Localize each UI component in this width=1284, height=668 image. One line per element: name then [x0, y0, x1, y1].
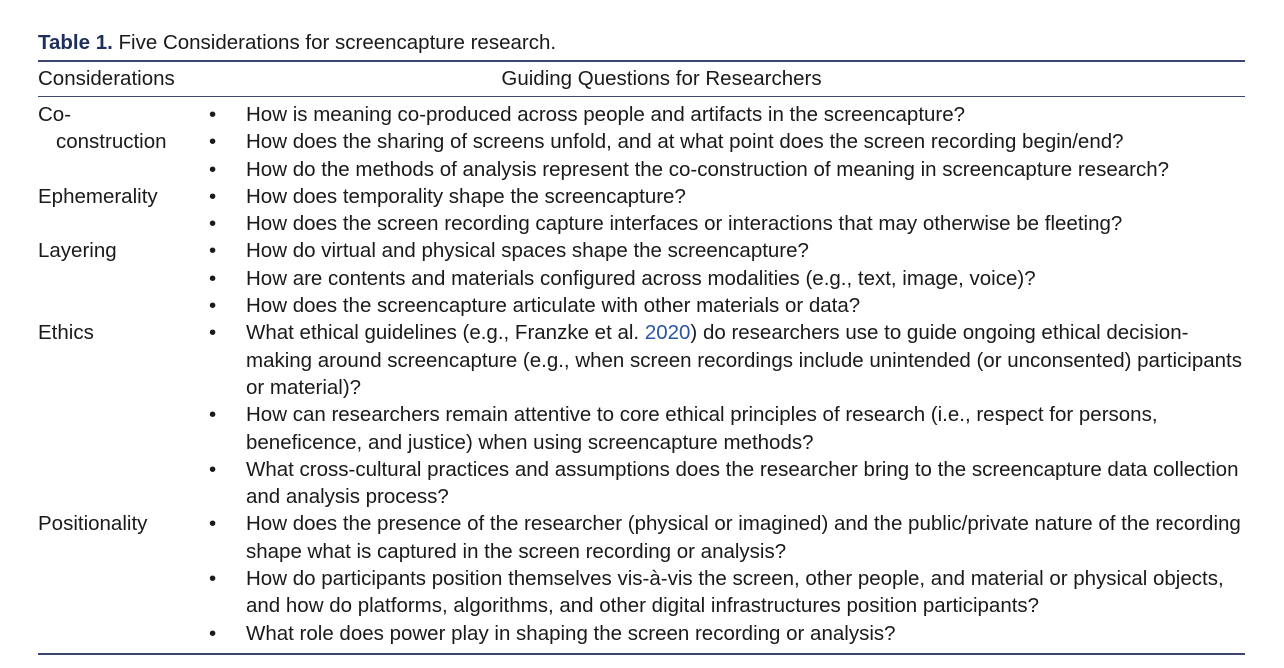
table-row	[38, 510, 1245, 646]
list-item	[208, 265, 1245, 292]
bullet-icon: •	[209, 294, 217, 318]
table-row	[38, 319, 1245, 510]
bullet-icon: •	[209, 567, 217, 591]
header-considerations: Considerations	[38, 67, 175, 90]
question-text: How do participants position themselves vis-à-vis the screen, other people, and material or physical objects, and how do platforms, algorithms, and other digital infrastructures position participants?	[246, 567, 1224, 618]
consideration-label: Ethics	[38, 321, 94, 345]
question-text: How are contents and materials configured across modalities (e.g., text, image, voice)?	[246, 266, 1036, 290]
bullet-icon: •	[209, 103, 217, 126]
consideration-cell	[38, 237, 208, 319]
consideration-label-continued: construction	[56, 130, 167, 154]
questions-cell	[208, 101, 1245, 183]
question-text: How does the sharing of screens unfold, and at what point does the screen recording begin/end?	[246, 130, 1124, 154]
bottom-rule	[38, 653, 1245, 655]
questions-cell	[208, 319, 1245, 510]
consideration-label: Co-	[38, 103, 72, 126]
consideration-cell	[38, 183, 208, 238]
list-item	[208, 565, 1245, 620]
bullet-icon: •	[209, 512, 217, 536]
header-rule	[38, 96, 1245, 97]
question-text: How does temporality shape the screencapture?	[246, 184, 686, 208]
bullet-icon: •	[209, 239, 217, 263]
consideration-cell	[38, 319, 208, 510]
question-text: How does the screencapture articulate with other materials or data?	[246, 294, 861, 318]
bullet-icon: •	[209, 184, 217, 208]
table-row	[38, 237, 1245, 319]
table-header-row	[38, 62, 1245, 96]
consideration-label: Ephemerality	[38, 184, 158, 208]
bullet-icon: •	[209, 321, 217, 345]
questions-cell	[208, 183, 1245, 238]
question-text: How is meaning co-produced across people and artifacts in the screencapture?	[246, 103, 966, 126]
bullet-icon: •	[209, 403, 217, 427]
question-text: What role does power play in shaping the screen recording or analysis?	[246, 621, 896, 645]
questions-cell	[208, 510, 1245, 646]
question-text: How do the methods of analysis represent the co-construction of meaning in screencapture research?	[246, 157, 1170, 181]
consideration-label: Layering	[38, 239, 117, 263]
bullet-icon: •	[209, 621, 217, 645]
list-item	[208, 510, 1245, 565]
question-text: What cross-cultural practices and assumptions does the researcher bring to the screencapture data collection and analysis process?	[246, 457, 1239, 509]
table-caption-text: Five Considerations for screencapture research.	[112, 31, 557, 54]
considerations-table	[38, 101, 1245, 647]
question-text: How does the screen recording capture interfaces or interactions that may otherwise be fleeting?	[246, 212, 1123, 236]
list-item	[208, 156, 1245, 183]
table-caption	[38, 28, 1245, 58]
list-item	[208, 128, 1245, 155]
list-item	[208, 210, 1245, 237]
question-text: How can researchers remain attentive to core ethical principles of research (i.e., respect for persons, beneficence, and justice) when using screencapture methods?	[246, 403, 1158, 454]
bullet-icon: •	[209, 130, 217, 154]
bullet-icon: •	[209, 212, 217, 236]
list-item	[208, 401, 1245, 456]
question-text: How do virtual and physical spaces shape the screencapture?	[246, 239, 809, 263]
citation-link[interactable]: 2020	[644, 321, 691, 345]
bullet-icon: •	[209, 457, 217, 481]
list-item	[208, 456, 1245, 511]
list-item	[208, 620, 1245, 647]
consideration-cell	[38, 101, 208, 183]
question-text: How does the presence of the researcher (physical or imagined) and the public/private nature of the recording shape what is captured in the screen recording or analysis?	[246, 512, 1241, 563]
table-label: Table 1.	[38, 31, 113, 54]
header-guiding-questions: Guiding Questions for Researchers	[501, 67, 822, 90]
table-row	[38, 101, 1245, 183]
list-item	[208, 319, 1245, 401]
consideration-label: Positionality	[38, 512, 148, 536]
list-item	[208, 101, 1245, 128]
consideration-cell	[38, 510, 208, 646]
question-text-before-citation: What ethical guidelines (e.g., Franzke et al.	[246, 321, 645, 345]
document-page	[38, 28, 1245, 655]
list-item	[208, 292, 1245, 319]
questions-cell	[208, 237, 1245, 319]
list-item	[208, 183, 1245, 210]
table-row	[38, 183, 1245, 238]
question-text-after-citation: ) do researchers use to guide ongoing ethical decision-making around screencapture (e.g., when screen recordings include unintended (or unconsented) participants or material)?	[246, 321, 1242, 399]
bullet-icon: •	[209, 157, 217, 181]
bullet-icon: •	[209, 266, 217, 290]
list-item	[208, 237, 1245, 264]
